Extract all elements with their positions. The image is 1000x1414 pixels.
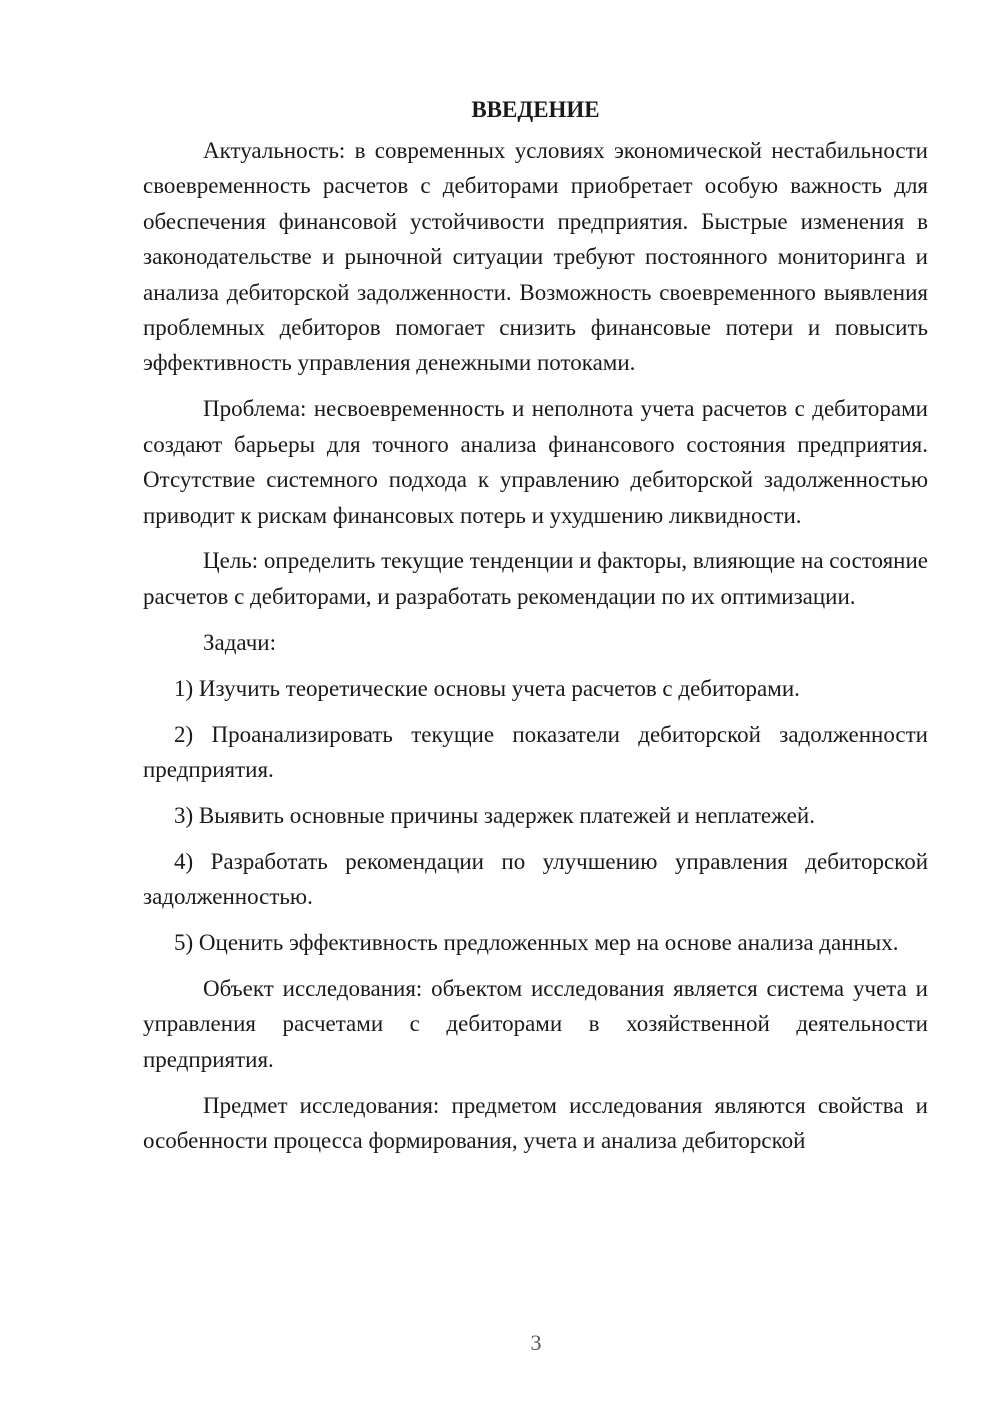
- section-title: ВВЕДЕНИЕ: [471, 97, 600, 122]
- paragraph-problem: Проблема: несвоевременность и неполнота учета расчетов с дебиторами создают барьеры для точного анализа финансового состояния предприятия. Отсутствие системного подхода к управлению дебиторской задолженностью приводит к рискам финансовых потерь и ухудшению ликвидности.: [143, 396, 928, 528]
- task-item-4: 4) Разработать рекомендации по улучшению управления дебиторской задолженностью.: [143, 848, 928, 910]
- page-number: 3: [530, 1330, 542, 1355]
- paragraph-subject: Предмет исследования: предметом исследования являются свойства и особенности процесса формирования, учета и анализа дебиторской: [143, 1092, 928, 1154]
- paragraph-object: Объект исследования: объектом исследования является система учета и управления расчетами с дебиторами в хозяйственной деятельности предприятия.: [143, 976, 928, 1072]
- tasks-heading: Задачи:: [203, 629, 276, 655]
- task-item-2: 2) Проанализировать текущие показатели дебиторской задолженности предприятия.: [143, 721, 928, 782]
- task-item-3: 3) Выявить основные причины задержек платежей и неплатежей.: [174, 802, 815, 828]
- paragraph-relevance: Актуальность: в современных условиях экономической нестабильности своевременность расчетов с дебиторами приобретает особую важность для обеспечения финансовой устойчивости предприятия. Быстрые изменения в законодательстве и рыночной ситуации требуют постоянного мониторинга и анализа дебиторской задолженности. Возможность своевременного выявления проблемных дебиторов помогает снизить финансовые потери и повысить эффективность управления денежными потоками.: [143, 138, 928, 376]
- task-item-1: 1) Изучить теоретические основы учета расчетов с дебиторами.: [174, 675, 800, 701]
- paragraph-goal: Цель: определить текущие тенденции и факторы, влияющие на состояние расчетов с дебиторами, и разработать рекомендации по их оптимизации.: [143, 548, 928, 609]
- page-content: [143, 92, 928, 1169]
- task-item-5: 5) Оценить эффективность предложенных мер на основе анализа данных.: [174, 930, 899, 956]
